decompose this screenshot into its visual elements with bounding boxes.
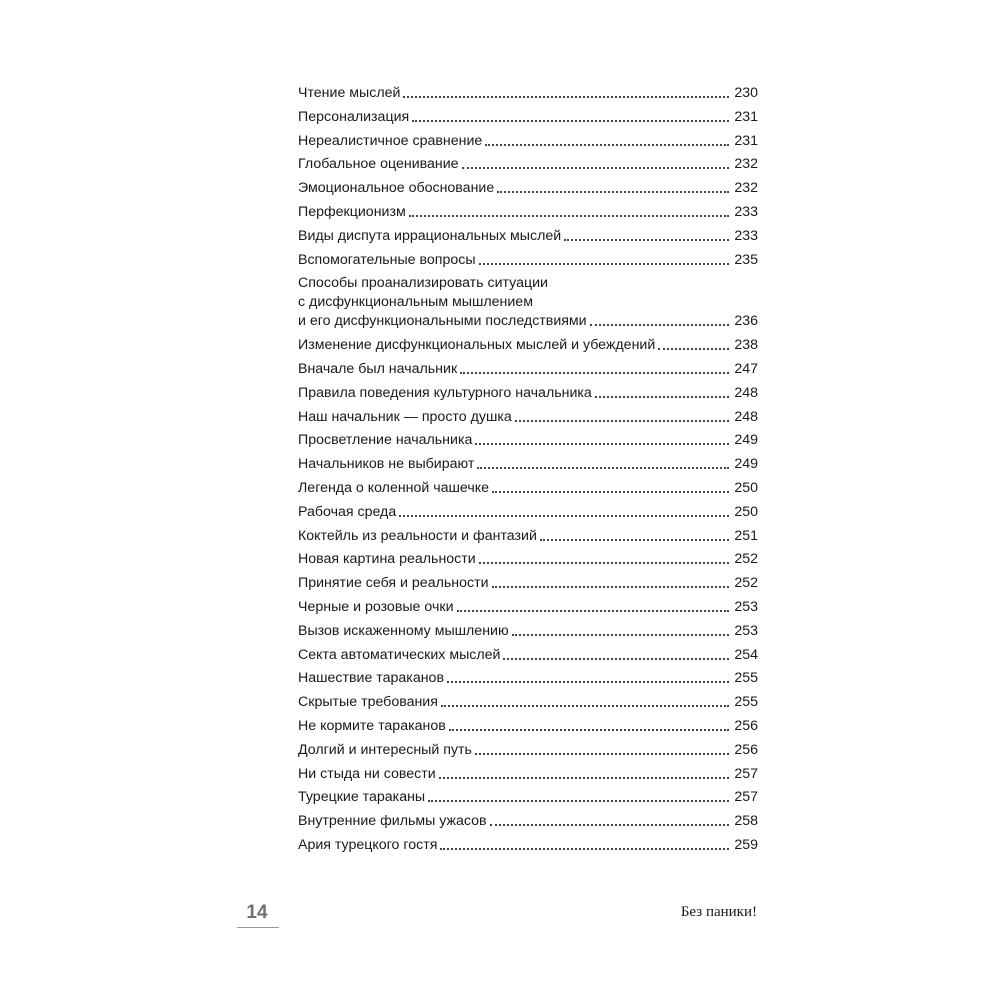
toc-entry-title-line: Просветление начальника [298,432,473,449]
toc-entry-title [298,812,487,831]
toc-entry-title [298,408,512,427]
toc-entry-title-line: Вначале был начальник [298,360,458,377]
toc-entry-title [298,384,592,403]
toc-entry-title-line: Персонализация [298,108,410,125]
toc-entry [298,408,758,427]
toc-entry-title-line: Ни стыда ни совести [298,765,436,782]
toc-entry-title-line: Новая картина реальности [298,551,476,568]
toc-entry [298,336,758,355]
toc-entry-title [298,274,587,331]
toc-entry-page: 254 [734,646,758,663]
running-footer-title: Без паники! [680,904,757,920]
toc-dot-leader [457,602,730,612]
toc-dot-leader [441,697,729,707]
toc-entry [298,574,758,593]
toc-entry [298,622,758,641]
toc-entry-page: 230 [734,85,758,101]
toc-entry-title [298,574,489,593]
toc-entry [298,132,758,151]
toc-entry [298,84,758,103]
toc-entry-title-line: Скрытые требования [298,694,438,711]
toc-entry-title-line: Рабочая среда [298,503,397,520]
toc-entry-title-line: Турецкие тараканы [298,789,426,806]
toc-entry-page: 232 [734,156,758,173]
toc-entry-title-line: Глобальное оценивание [298,156,459,173]
toc-entry [298,598,758,617]
toc-entry-page: 252 [734,575,758,592]
page-number-rule [237,927,279,928]
toc-entry [298,646,758,665]
page-number: 14 [246,902,268,923]
toc-entry-title-line: с дисфункциональным мышлением [298,294,533,311]
toc-entry-title [298,479,489,498]
toc-entry-page: 247 [734,360,758,377]
toc-dot-leader [447,673,729,683]
toc-entry-title-line: Внутренние фильмы ужасов [298,813,487,830]
toc-entry-title-line: Изменение дисфункциональных мыслей и убеждений [298,337,656,354]
toc-dot-leader [503,650,729,660]
toc-entry-title-line: Вызов искаженному мышлению [298,622,509,639]
toc-entry-title [298,646,500,665]
toc-dot-leader [512,626,729,636]
toc-entry [298,693,758,712]
toc-dot-leader [595,388,729,398]
toc-entry-title [298,503,396,522]
toc-entry-page: 259 [734,836,758,853]
toc-entry [298,836,758,855]
toc-dot-leader [515,412,729,422]
toc-dot-leader [485,136,729,146]
toc-entry-title [298,836,437,855]
toc-entry-title [298,527,537,546]
toc-entry-title [298,622,509,641]
toc-entry-title-line: и его дисфункциональными последствиями [298,313,587,330]
toc-entry-page: 233 [734,227,758,244]
toc-dot-leader [490,816,729,826]
toc-entry-title [298,227,561,246]
toc-entry-title [298,251,476,270]
toc-entry-title-line: Правила поведения культурного начальника [298,384,592,401]
toc-entry-title-line: Вспомогательные вопросы [298,251,476,268]
toc-entry-title-line: Секта автоматических мыслей [298,646,501,663]
toc-entry [298,227,758,246]
toc-dot-leader [658,340,729,350]
toc-entry [298,203,758,222]
toc-entry [298,108,758,127]
toc-dot-leader [460,364,729,374]
toc-entry [298,765,758,784]
toc-entry-title-line: Принятие себя и реальности [298,575,489,592]
table-of-contents [298,84,758,860]
toc-entry-title-line: Не кормите тараканов [298,717,446,734]
toc-entry-title-line: Нереалистичное сравнение [298,132,483,149]
toc-dot-leader [477,459,729,469]
toc-entry-title-line: Ария турецкого гостя [298,836,438,853]
toc-entry-title [298,108,409,127]
toc-dot-leader [540,531,729,541]
toc-entry-title [298,179,494,198]
toc-dot-leader [475,435,729,445]
toc-entry-title-line: Перфекционизм [298,203,406,220]
toc-entry-title-line: Легенда о коленной чашечке [298,479,490,496]
toc-entry-title [298,336,655,355]
toc-entry-page: 236 [734,313,758,330]
toc-entry-page: 256 [734,717,758,734]
toc-entry-title-line: Начальников не выбирают [298,456,475,473]
toc-dot-leader [590,316,729,326]
toc-entry-title [298,693,438,712]
toc-entry-title-line: Нашествие тараканов [298,670,444,687]
toc-entry [298,155,758,174]
toc-dot-leader [492,483,729,493]
toc-dot-leader [564,231,729,241]
toc-dot-leader [399,507,729,517]
toc-entry [298,431,758,450]
toc-entry-page: 235 [734,251,758,268]
toc-entry-page: 253 [734,598,758,615]
toc-dot-leader [428,792,729,802]
toc-entry-title [298,360,457,379]
toc-entry [298,384,758,403]
toc-dot-leader [462,159,729,169]
toc-entry-page: 231 [734,132,758,149]
toc-entry [298,788,758,807]
toc-dot-leader [475,745,729,755]
toc-entry [298,479,758,498]
toc-entry [298,717,758,736]
toc-entry [298,503,758,522]
toc-entry-title [298,84,400,103]
toc-entry-title-line: Чтение мыслей [298,85,401,101]
toc-entry-page: 238 [734,337,758,354]
toc-entry-title [298,788,425,807]
toc-entry [298,812,758,831]
toc-entry-title [298,765,436,784]
toc-entry-title-line: Эмоциональное обоснование [298,180,495,197]
toc-entry-page: 232 [734,180,758,197]
toc-entry-title [298,203,406,222]
toc-dot-leader [449,721,729,731]
toc-entry-page: 250 [734,479,758,496]
toc-entry-page: 251 [734,527,758,544]
toc-entry [298,550,758,569]
toc-entry [298,527,758,546]
toc-entry-title-line: Способы проанализировать ситуации [298,275,548,292]
toc-entry-page: 257 [734,789,758,806]
toc-entry-title [298,550,476,569]
toc-entry-title [298,455,474,474]
toc-entry-page: 253 [734,622,758,639]
toc-entry-title [298,741,472,760]
toc-entry [298,179,758,198]
toc-entry-title [298,431,472,450]
toc-entry [298,251,758,270]
toc-dot-leader [497,183,729,193]
toc-dot-leader [492,578,730,588]
toc-entry-page: 233 [734,203,758,220]
toc-entry-title-line: Коктейль из реальности и фантазий [298,527,537,544]
toc-entry-page: 257 [734,765,758,782]
toc-entry-title-line: Черные и розовые очки [298,598,454,615]
toc-dot-leader [479,255,729,265]
toc-dot-leader [479,554,729,564]
toc-dot-leader [412,112,729,122]
toc-entry-page: 256 [734,741,758,758]
toc-entry [298,741,758,760]
toc-entry-page: 248 [734,408,758,425]
toc-dot-leader [439,769,729,779]
toc-entry [298,360,758,379]
toc-entry-page: 255 [734,670,758,687]
toc-entry-title-line: Наш начальник — просто душка [298,408,512,425]
toc-entry-title [298,155,459,174]
toc-dot-leader [409,207,729,217]
toc-entry [298,274,758,331]
toc-entry-title [298,598,454,617]
toc-entry-page: 248 [734,384,758,401]
toc-entry-title [298,669,444,688]
toc-entry-title [298,717,446,736]
toc-entry-page: 231 [734,108,758,125]
toc-entry-page: 255 [734,694,758,711]
toc-entry-page: 249 [734,456,758,473]
toc-entry-page: 250 [734,503,758,520]
toc-dot-leader [440,840,729,850]
toc-entry-page: 258 [734,813,758,830]
toc-entry-title [298,132,482,151]
toc-entry [298,455,758,474]
toc-entry-title-line: Долгий и интересный путь [298,741,472,758]
toc-dot-leader [403,88,729,98]
toc-entry [298,669,758,688]
toc-entry-page: 249 [734,432,758,449]
toc-entry-page: 252 [734,551,758,568]
toc-entry-title-line: Виды диспута иррациональных мыслей [298,227,562,244]
